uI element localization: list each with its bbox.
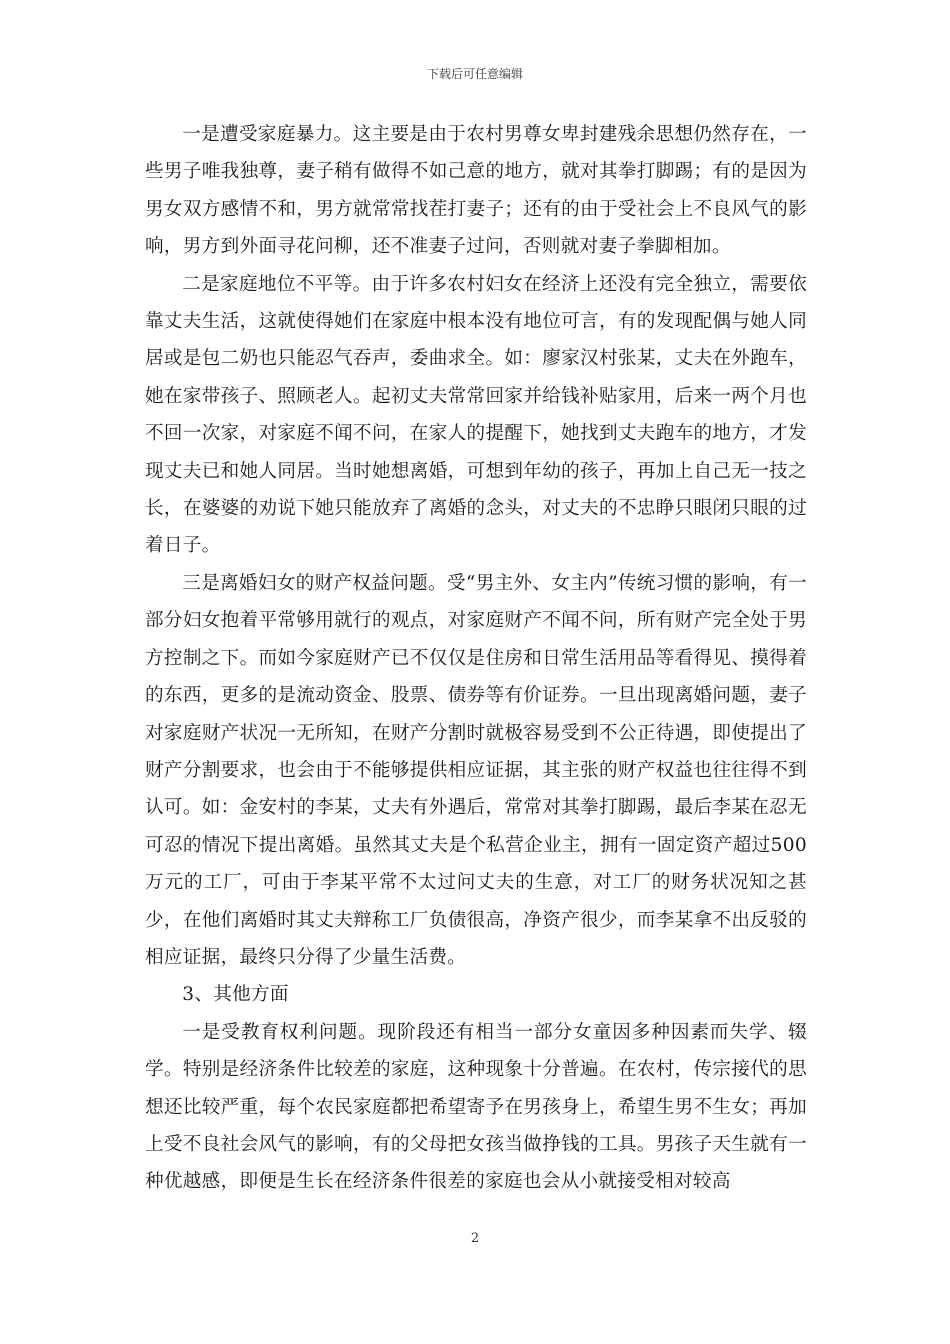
- paragraph-family-status: 二是家庭地位不平等。由于许多农村妇女在经济上还没有完全独立，需要依靠丈夫生活，这就使得她们在家庭中根本没有地位可言，有的发现配偶与她人同居或是包二奶也只能忍气吞声，委曲求全。如：廖家汉村张某，丈夫在外跑车，她在家带孩子、照顾老人。起初丈夫常常回家并给钱补贴家用，后来一两个月也不回一次家，对家庭不闻不问，在家人的提醒下，她找到丈夫跑车的地方，才发现丈夫已和她人同居。当时她想离婚，可想到年幼的孩子，再加上自己无一技之长，在婆婆的劝说下她只能放弃了离婚的念头，对丈夫的不忠睁只眼闭只眼的过着日子。: [145, 273, 807, 557]
- paragraph-property-rights: 三是离婚妇女的财产权益问题。受“男主外、女主内”传统习惯的影响，有一部分妇女抱着平常够用就行的观点，对家庭财产不闻不问，所有财产完全处于男方控制之下。而如今家庭财产已不仅仅是住房和日常生活用品等看得见、摸得着的东西，更多的是流动资金、股票、债券等有价证券。一旦出现离婚问题，妻子对家庭财产状况一无所知，在财产分割时就极容易受到不公正待遇，即使提出了财产分割要求，也会由于不能够提供相应证据，其主张的财产权益也往往得不到认可。如：金安村的李某，丈夫有外遇后，常常对其拳打脚踢，最后李某在忍无可忍的情况下提出离婚。虽然其丈夫是个私营企业主，拥有一固定资产超过500万元的工厂，可由于李某平常不太过问丈夫的生意，对工厂的财务状况知之甚少，在他们离婚时其丈夫辩称工厂负债很高，净资产很少，而李某拿不出反驳的相应证据，最终只分得了少量生活费。: [145, 572, 807, 968]
- page-number: 2: [470, 1231, 480, 1246]
- document-body: [145, 116, 807, 1201]
- section-heading-other: 3、其他方面: [182, 984, 289, 1006]
- paragraph-domestic-violence: 一是遭受家庭暴力。这主要是由于农村男尊女卑封建残余思想仍然存在，一些男子唯我独尊，妻子稍有做得不如己意的地方，就对其拳打脚踢；有的是因为男女双方感情不和，男方就常常找茬打妻子；还有的由于受社会上不良风气的影响，男方到外面寻花问柳，还不准妻子过问，否则就对妻子拳脚相加。: [145, 124, 807, 258]
- paragraph-education-rights: 一是受教育权利问题。现阶段还有相当一部分女童因多种因素而失学、辍学。特别是经济条件比较差的家庭，这种现象十分普遍。在农村，传宗接代的思想还比较严重，每个农民家庭都把希望寄予在男孩身上，希望生男不生女；再加上受不良社会风气的影响，有的父母把女孩当做挣钱的工具。男孩子天生就有一种优越感，即便是生长在经济条件很差的家庭也会从小就接受相对较高: [145, 1021, 807, 1193]
- page-header: 下载后可任意编辑: [426, 67, 523, 81]
